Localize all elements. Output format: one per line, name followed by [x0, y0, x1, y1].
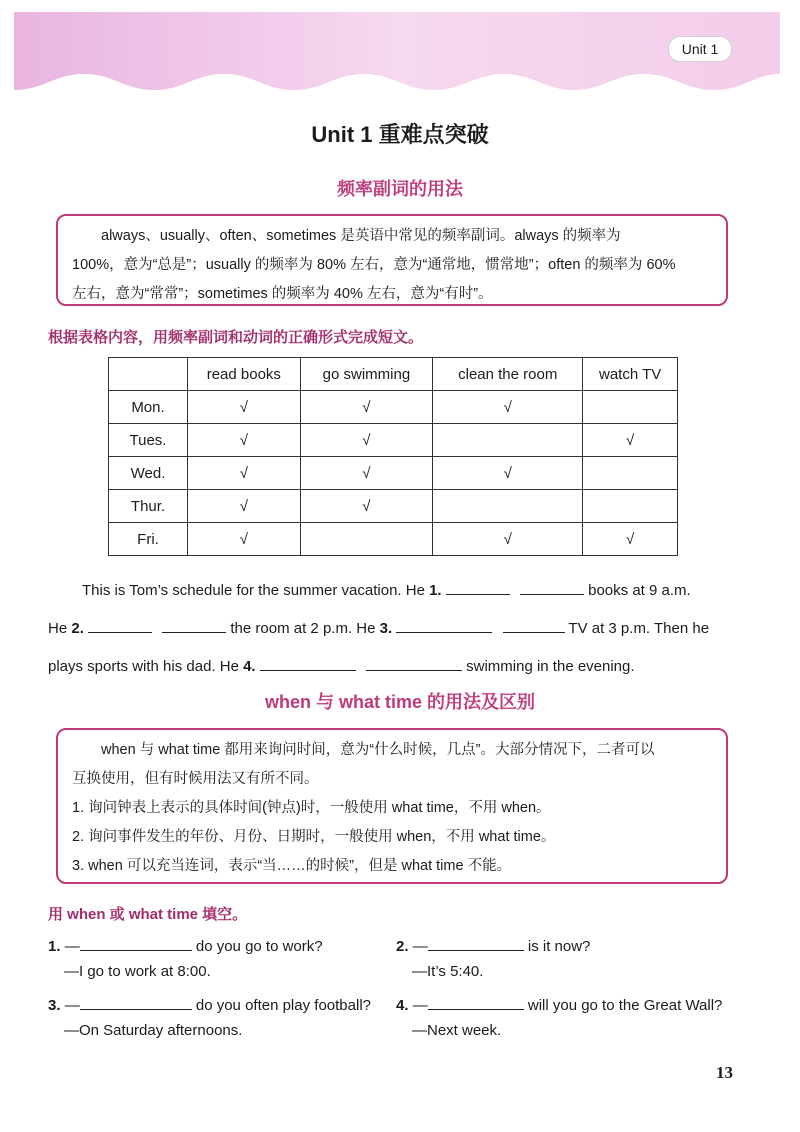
check-cell [583, 391, 678, 424]
answer-line-4: —Next week. [412, 1022, 502, 1039]
table-row [109, 424, 678, 457]
question-4 [396, 993, 722, 1014]
check-cell: √ [300, 490, 433, 523]
check-cell: √ [433, 523, 583, 556]
check-cell: √ [433, 457, 583, 490]
table-row [109, 457, 678, 490]
page-title: Unit 1 重难点突破 [311, 122, 489, 147]
blank-number: 1. [429, 582, 442, 599]
column-header: clean the room [433, 358, 583, 391]
passage-text: This is Tom’s schedule for the summer vacation. He [82, 582, 425, 599]
instruction-fill-when-what-time: 用 when 或 what time 填空。 [48, 906, 248, 923]
question-text: do you often play football? [195, 997, 371, 1014]
blank-3a[interactable] [396, 616, 492, 633]
row-day: Wed. [109, 457, 188, 490]
rule-line: 左右，意为“常常”；sometimes 的频率为 40% 左右，意为“有时”。 [72, 286, 493, 302]
row-day: Thur. [109, 490, 188, 523]
blank-4a[interactable] [260, 654, 356, 671]
question-3 [48, 993, 371, 1014]
check-cell: √ [583, 424, 678, 457]
check-cell: √ [433, 391, 583, 424]
question-number: 1. [48, 938, 61, 955]
answer-blank-2[interactable] [428, 934, 524, 951]
question-1 [48, 934, 323, 955]
passage-line-1 [48, 578, 758, 599]
page-number: 13 [716, 1063, 733, 1082]
question-2 [396, 934, 590, 955]
check-cell [300, 523, 433, 556]
passage-line-2 [48, 616, 758, 637]
blank-3b[interactable] [503, 616, 565, 633]
blank-1b[interactable] [520, 578, 584, 595]
schedule-table [108, 357, 678, 556]
row-day: Fri. [109, 523, 188, 556]
answer-blank-3[interactable] [80, 993, 192, 1010]
blank-2b[interactable] [162, 616, 226, 633]
row-day: Mon. [109, 391, 188, 424]
check-cell [433, 490, 583, 523]
table-row [109, 490, 678, 523]
question-number: 4. [396, 997, 409, 1014]
check-cell: √ [188, 391, 301, 424]
blank-number: 4. [243, 658, 256, 675]
rule-line: 互换使用，但有时候用法又有所不同。 [72, 771, 319, 787]
table-row [109, 523, 678, 556]
question-dash: — [64, 997, 80, 1014]
column-header: read books [188, 358, 301, 391]
header-banner [14, 12, 780, 92]
blank-number: 2. [71, 620, 84, 637]
answer-blank-1[interactable] [80, 934, 192, 951]
passage-text: plays sports with his dad. He [48, 658, 239, 675]
blank-number: 3. [379, 620, 393, 637]
passage-line-3 [48, 654, 758, 675]
passage-text: the room at 2 p.m. He [230, 620, 376, 637]
column-header: go swimming [300, 358, 433, 391]
table-header-row [109, 358, 678, 391]
rule-box-when-what-time [56, 728, 728, 884]
blank-1a[interactable] [446, 578, 510, 595]
answer-line-2: —It’s 5:40. [412, 963, 484, 980]
section-title-when-what-time: when 与 what time 的用法及区别 [264, 692, 536, 712]
question-number: 2. [396, 938, 409, 955]
passage-text: swimming in the evening. [466, 658, 635, 675]
check-cell: √ [188, 490, 301, 523]
question-text: is it now? [527, 938, 591, 955]
question-dash: — [64, 938, 80, 955]
passage-text: He [48, 620, 68, 637]
rule-line: always、usually、often、sometimes 是英语中常见的频率副词。always 的频率为 [101, 228, 621, 244]
check-cell [433, 424, 583, 457]
rule-box-frequency-adverbs [56, 214, 728, 306]
check-cell: √ [300, 391, 433, 424]
check-cell: √ [188, 457, 301, 490]
check-cell: √ [300, 424, 433, 457]
rule-line: 1. 询问钟表上表示的具体时间(钟点)时，一般使用 what time，不用 when。 [72, 800, 551, 816]
check-cell: √ [300, 457, 433, 490]
column-header: watch TV [583, 358, 678, 391]
blank-4b[interactable] [366, 654, 462, 671]
answer-line-1: —I go to work at 8:00. [64, 963, 211, 980]
check-cell [583, 457, 678, 490]
section-title-frequency-adverbs: 频率副词的用法 [337, 179, 463, 199]
rule-line: 2. 询问事件发生的年份、月份、日期时，一般使用 when，不用 what time。 [72, 829, 556, 845]
check-cell [583, 490, 678, 523]
passage-text: TV at 3 p.m. Then he [568, 620, 710, 637]
check-cell: √ [188, 523, 301, 556]
rule-line: 100%，意为“总是”；usually 的频率为 80% 左右，意为“通常地，惯常地”；often 的频率为 60% [72, 257, 676, 273]
question-dash: — [412, 938, 428, 955]
answer-line-3: —On Saturday afternoons. [64, 1022, 243, 1039]
blank-2a[interactable] [88, 616, 152, 633]
passage-text: books at 9 a.m. [588, 582, 691, 599]
row-day: Tues. [109, 424, 188, 457]
instruction-table-exercise: 根据表格内容，用频率副词和动词的正确形式完成短文。 [48, 329, 424, 346]
table-row [109, 391, 678, 424]
unit-tag: Unit 1 [668, 36, 732, 62]
question-text: will you go to the Great Wall? [527, 997, 723, 1014]
check-cell: √ [583, 523, 678, 556]
question-text: do you go to work? [195, 938, 323, 955]
answer-blank-4[interactable] [428, 993, 524, 1010]
rule-line: 3. when 可以充当连词，表示“当……的时候”，但是 what time 不能。 [72, 858, 512, 874]
rule-line: when 与 what time 都用来询问时间，意为“什么时候，几点”。大部分情况下，二者可以 [101, 742, 655, 758]
question-dash: — [412, 997, 428, 1014]
check-cell: √ [188, 424, 301, 457]
table-corner-cell [109, 358, 188, 391]
question-number: 3. [48, 997, 61, 1014]
